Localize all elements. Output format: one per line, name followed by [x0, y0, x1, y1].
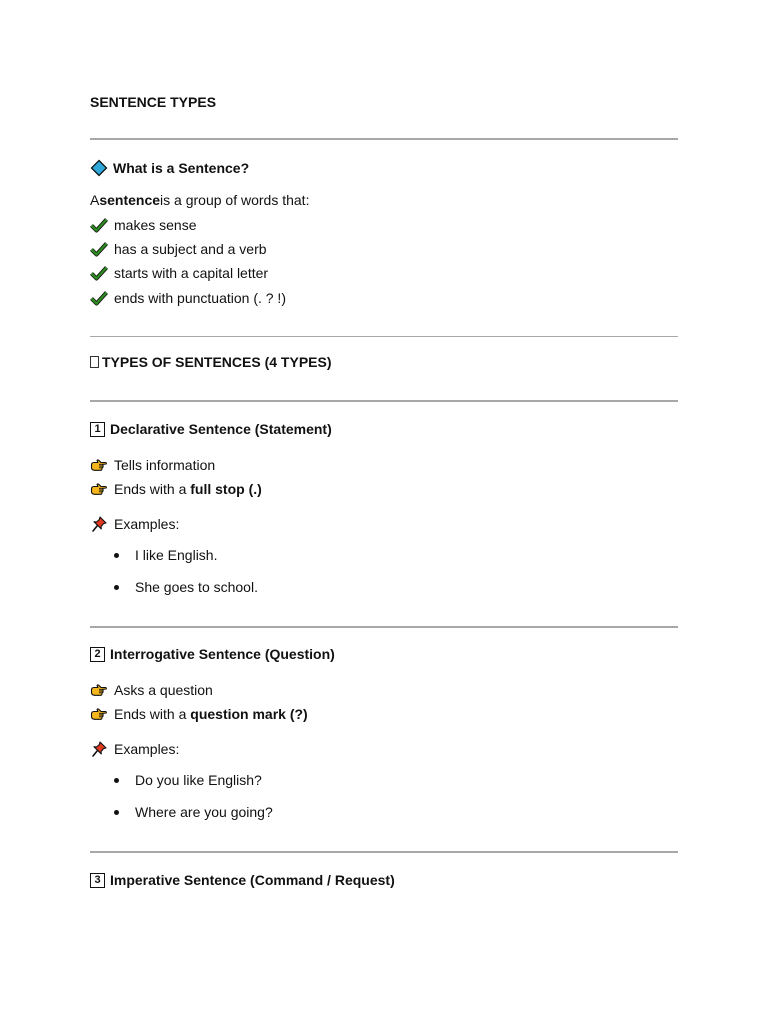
check-item	[90, 216, 196, 234]
check-mark-icon	[90, 289, 108, 307]
check-item	[90, 289, 286, 307]
example-text: She goes to school.	[135, 579, 258, 595]
intro-bold: sentence	[99, 192, 161, 208]
bullet-dot	[114, 553, 119, 558]
example-text: Do you like English?	[135, 772, 262, 788]
check-item-text: starts with a capital letter	[114, 265, 269, 281]
pushpin-icon	[90, 740, 108, 758]
example-item	[90, 772, 262, 788]
point-text	[114, 481, 262, 497]
example-text: Where are you going?	[135, 804, 273, 820]
point-item	[90, 681, 213, 699]
check-item-text: ends with punctuation (. ? !)	[114, 290, 286, 306]
check-item-text: has a subject and a verb	[114, 241, 267, 257]
examples-label-text: Examples:	[114, 516, 180, 532]
point-text: Asks a question	[114, 682, 213, 698]
section-heading-text: Declarative Sentence (Statement)	[110, 421, 332, 437]
example-item	[90, 579, 258, 595]
example-text: I like English.	[135, 547, 218, 563]
point-text-plain: Ends with a	[114, 706, 191, 722]
what-heading-text: What is a Sentence?	[113, 160, 250, 176]
section-heading	[90, 646, 335, 662]
point-item	[90, 456, 215, 474]
point-text-bold: full stop (.)	[190, 481, 262, 497]
pushpin-icon	[90, 515, 108, 533]
number-keycap-icon: 2	[90, 647, 105, 662]
divider	[90, 851, 678, 853]
pointing-hand-icon	[90, 456, 108, 474]
examples-label-text: Examples:	[114, 741, 180, 757]
point-text: Tells information	[114, 457, 216, 473]
what-heading	[90, 159, 249, 177]
divider	[90, 336, 678, 337]
point-item	[90, 705, 308, 723]
check-mark-icon	[90, 240, 108, 258]
bullet-dot	[114, 778, 119, 783]
examples-label	[90, 515, 179, 533]
check-item-text: makes sense	[114, 217, 197, 233]
types-heading-text: TYPES OF SENTENCES (4 TYPES)	[102, 354, 332, 370]
divider	[90, 400, 678, 402]
number-keycap-icon: 1	[90, 422, 105, 437]
check-mark-icon	[90, 216, 108, 234]
missing-glyph-icon	[90, 356, 99, 368]
bullet-dot	[114, 810, 119, 815]
divider	[90, 626, 678, 628]
section-heading	[90, 872, 395, 888]
section-heading-text: Imperative Sentence (Command / Request)	[110, 872, 395, 888]
point-text	[114, 706, 308, 722]
blue-diamond-icon	[90, 159, 108, 177]
pointing-hand-icon	[90, 705, 108, 723]
section-heading	[90, 421, 332, 437]
check-item	[90, 264, 268, 282]
number-keycap-icon: 3	[90, 873, 105, 888]
section-heading-text: Interrogative Sentence (Question)	[110, 646, 335, 662]
pointing-hand-icon	[90, 681, 108, 699]
document-title: SENTENCE TYPES	[90, 94, 217, 110]
what-intro	[90, 192, 309, 208]
intro-text: A	[90, 192, 100, 208]
examples-label	[90, 740, 179, 758]
point-item	[90, 480, 262, 498]
check-mark-icon	[90, 264, 108, 282]
point-text-bold: question mark (?)	[190, 706, 308, 722]
example-item	[90, 547, 217, 563]
example-item	[90, 804, 273, 820]
intro-text-rest: is a group of words that:	[160, 192, 310, 208]
point-text-plain: Ends with a	[114, 481, 191, 497]
check-item	[90, 240, 267, 258]
pointing-hand-icon	[90, 480, 108, 498]
divider	[90, 138, 678, 140]
types-heading	[90, 354, 332, 370]
bullet-dot	[114, 585, 119, 590]
